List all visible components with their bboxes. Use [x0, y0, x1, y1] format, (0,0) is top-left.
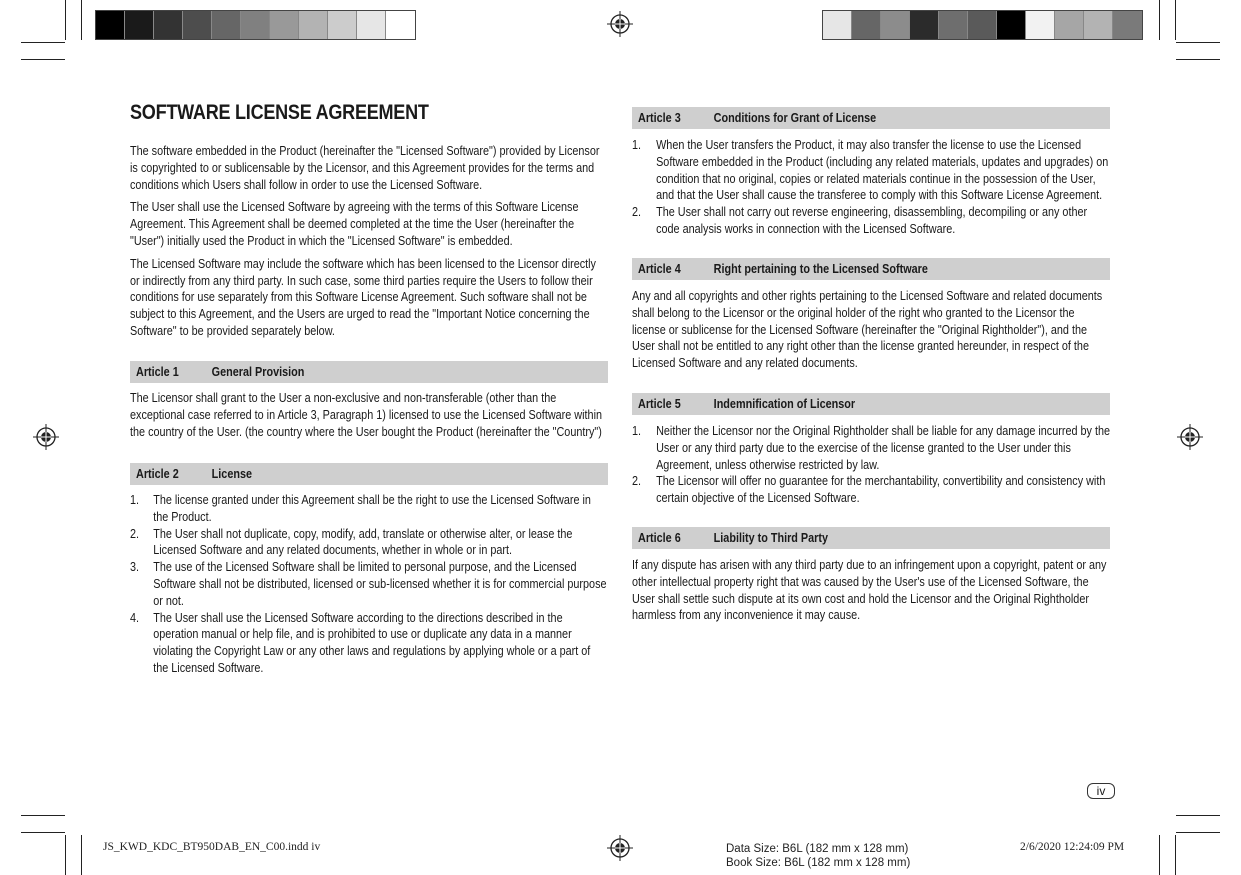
article-heading: Conditions for Grant of License	[713, 110, 877, 125]
color-swatch	[154, 11, 183, 39]
article-heading: Liability to Third Party	[713, 530, 829, 545]
article-number: Article 5	[638, 396, 681, 411]
article-header	[632, 107, 1110, 129]
crop-mark	[1176, 42, 1220, 43]
color-swatch	[1113, 11, 1142, 39]
list-item: 4. The User shall use the Licensed Software according to the directions described in the operation manual or help file, and is prohibited to use or duplicate any data in a manner violating the Copyright Law or any other laws and regulations by applying whole or a part of the Licensed Software.	[130, 610, 591, 675]
article-number: Article 2	[136, 466, 179, 481]
article-heading: License	[211, 466, 253, 481]
color-swatch	[96, 11, 125, 39]
intro-paragraph: The Licensed Software may include the software which has been licensed to the Licensor directly or indirectly from any third party. In such case, some third parties require the Users to follow their conditions for use separately from this Software License Agreement. Such software shall not be subject to this Agreement, and the Users are urged to read the "Important Notice concerning the Software" to be provided separately below.	[130, 256, 596, 338]
article-heading: Indemnification of Licensor	[713, 396, 856, 411]
color-swatch	[357, 11, 386, 39]
article-heading: General Provision	[211, 364, 305, 379]
crop-mark	[81, 835, 82, 875]
color-swatch	[1055, 11, 1084, 39]
color-swatch	[823, 11, 852, 39]
article-number: Article 3	[638, 110, 681, 125]
crop-mark	[1159, 0, 1160, 40]
article-5	[632, 393, 1110, 507]
color-swatch	[1026, 11, 1055, 39]
article-number: Article 4	[638, 261, 681, 276]
crop-mark	[1175, 0, 1176, 40]
list-item: 1. When the User transfers the Product, it may also transfer the license to use the Licensed Software embedded in the Product (including any related materials, updates and upgrades) on condition that no original, copies or related materials continue in the possession of the User, and that the User shall cause the transferee to comply with this Software License Agreement.	[632, 138, 1109, 203]
registration-mark-icon	[1177, 424, 1203, 450]
crop-mark	[81, 0, 82, 40]
color-swatch	[212, 11, 241, 39]
crop-mark	[65, 835, 66, 875]
article-body: The Licensor shall grant to the User a non-exclusive and non-transferable (other than the exceptional case referred to in Article 3, Paragraph 1) licensed to use the Licensed Software within the country of the User. (the country where the User bought the Product (hereinafter the "Country")	[130, 391, 603, 439]
article-number: Article 1	[136, 364, 179, 379]
list-item: 2. The User shall not duplicate, copy, modify, add, translate or otherwise alter, or lease the Licensed Software and any related documents, whether in whole or in part.	[130, 526, 573, 558]
left-column	[130, 143, 608, 346]
color-swatch	[328, 11, 357, 39]
color-swatch	[125, 11, 154, 39]
article-2	[130, 463, 608, 677]
registration-mark-icon	[33, 424, 59, 450]
article-header	[130, 361, 608, 383]
color-swatch	[852, 11, 881, 39]
color-swatch	[997, 11, 1026, 39]
article-header	[130, 463, 608, 485]
intro-paragraph: The software embedded in the Product (hereinafter the "Licensed Software") provided by Licensor is copyrighted to or sublicensable by the Licensor, and this Agreement provides for the terms and conditions which Users shall follow in order to use the Licensed Software.	[130, 144, 600, 192]
slug-data-size: Data Size: B6L (182 mm x 128 mm)	[726, 843, 909, 855]
crop-mark	[65, 0, 66, 40]
article-body: If any dispute has arisen with any third party due to an infringement upon a copyright, patent or any other intellectual property right that was caused by the User's use of the Licensed Software, the User shall settle such dispute at its own cost and hold the Licensor and the Original Rightholder harmless from any inconvenience it may cause.	[632, 558, 1107, 623]
crop-mark	[1159, 835, 1160, 875]
article-3	[632, 107, 1110, 238]
article-header	[632, 393, 1110, 415]
article-4	[632, 258, 1110, 378]
list-item: 3. The use of the Licensed Software shall be limited to personal purpose, and the Licensed Software shall not be distributed, licensed or sub-licensed whether it is for commercial purpose or not.	[130, 560, 607, 608]
slug-filename: JS_KWD_KDC_BT950DAB_EN_C00.indd iv	[103, 841, 321, 853]
registration-mark-icon	[607, 11, 633, 37]
article-number: Article 6	[638, 530, 681, 545]
color-bar-right	[822, 10, 1143, 40]
page-number: iv	[1087, 783, 1115, 799]
article-list	[632, 137, 1110, 238]
article-1	[130, 361, 608, 446]
article-heading: Right pertaining to the Licensed Software	[713, 261, 928, 276]
crop-mark	[21, 815, 65, 816]
list-item: 1. The license granted under this Agreement shall be the right to use the Licensed Software in the Product.	[130, 493, 591, 524]
color-swatch	[386, 11, 415, 39]
crop-mark	[21, 59, 65, 60]
slug-timestamp: 2/6/2020 12:24:09 PM	[1020, 841, 1125, 853]
article-6	[632, 527, 1110, 630]
slug-book-size: Book Size: B6L (182 mm x 128 mm)	[726, 857, 911, 869]
crop-mark	[1176, 815, 1220, 816]
registration-mark-icon	[607, 835, 633, 861]
color-bar-left	[95, 10, 416, 40]
crop-mark	[21, 832, 65, 833]
color-swatch	[270, 11, 299, 39]
article-list	[130, 492, 608, 677]
color-swatch	[241, 11, 270, 39]
article-body: Any and all copyrights and other rights pertaining to the Licensed Software and related documents shall belong to the Licensor or the original holder of the right who granted to the Licensor the license or sublicense for the Licensed Software (hereinafter the "Original Rightholder"), and the User shall not be entitled to any right other than the license granted hereunder, in respect of the Licensed Software and any related documents.	[632, 289, 1103, 371]
color-swatch	[881, 11, 910, 39]
intro-paragraph: The User shall use the Licensed Software by agreeing with the terms of this Software License Agreement. This Agreement shall be deemed completed at the time the User (hereinafter the "User") initially used the Product in which the "Licensed Software" is embedded.	[130, 200, 579, 248]
list-item: 1. Neither the Licensor nor the Original Rightholder shall be liable for any damage incurred by the User or any third party due to the exercise of the license granted to the User under this Agreement, unless otherwise restricted by law.	[632, 424, 1111, 472]
list-item: 2. The Licensor will offer no guarantee for the merchantability, convertibility and consistency with certain objective of the Licensed Software.	[632, 474, 1106, 506]
crop-mark	[1176, 832, 1220, 833]
article-list	[632, 423, 1110, 507]
article-header	[632, 258, 1110, 280]
color-swatch	[968, 11, 997, 39]
crop-mark	[1176, 59, 1220, 60]
crop-mark	[21, 42, 65, 43]
page-title: SOFTWARE LICENSE AGREEMENT	[130, 101, 429, 124]
article-header	[632, 527, 1110, 549]
color-swatch	[299, 11, 328, 39]
crop-mark	[1175, 835, 1176, 875]
color-swatch	[183, 11, 212, 39]
color-swatch	[910, 11, 939, 39]
list-item: 2. The User shall not carry out reverse engineering, disassembling, decompiling or any other code analysis works in connection with the Licensed Software.	[632, 205, 1088, 236]
color-swatch	[1084, 11, 1113, 39]
color-swatch	[939, 11, 968, 39]
